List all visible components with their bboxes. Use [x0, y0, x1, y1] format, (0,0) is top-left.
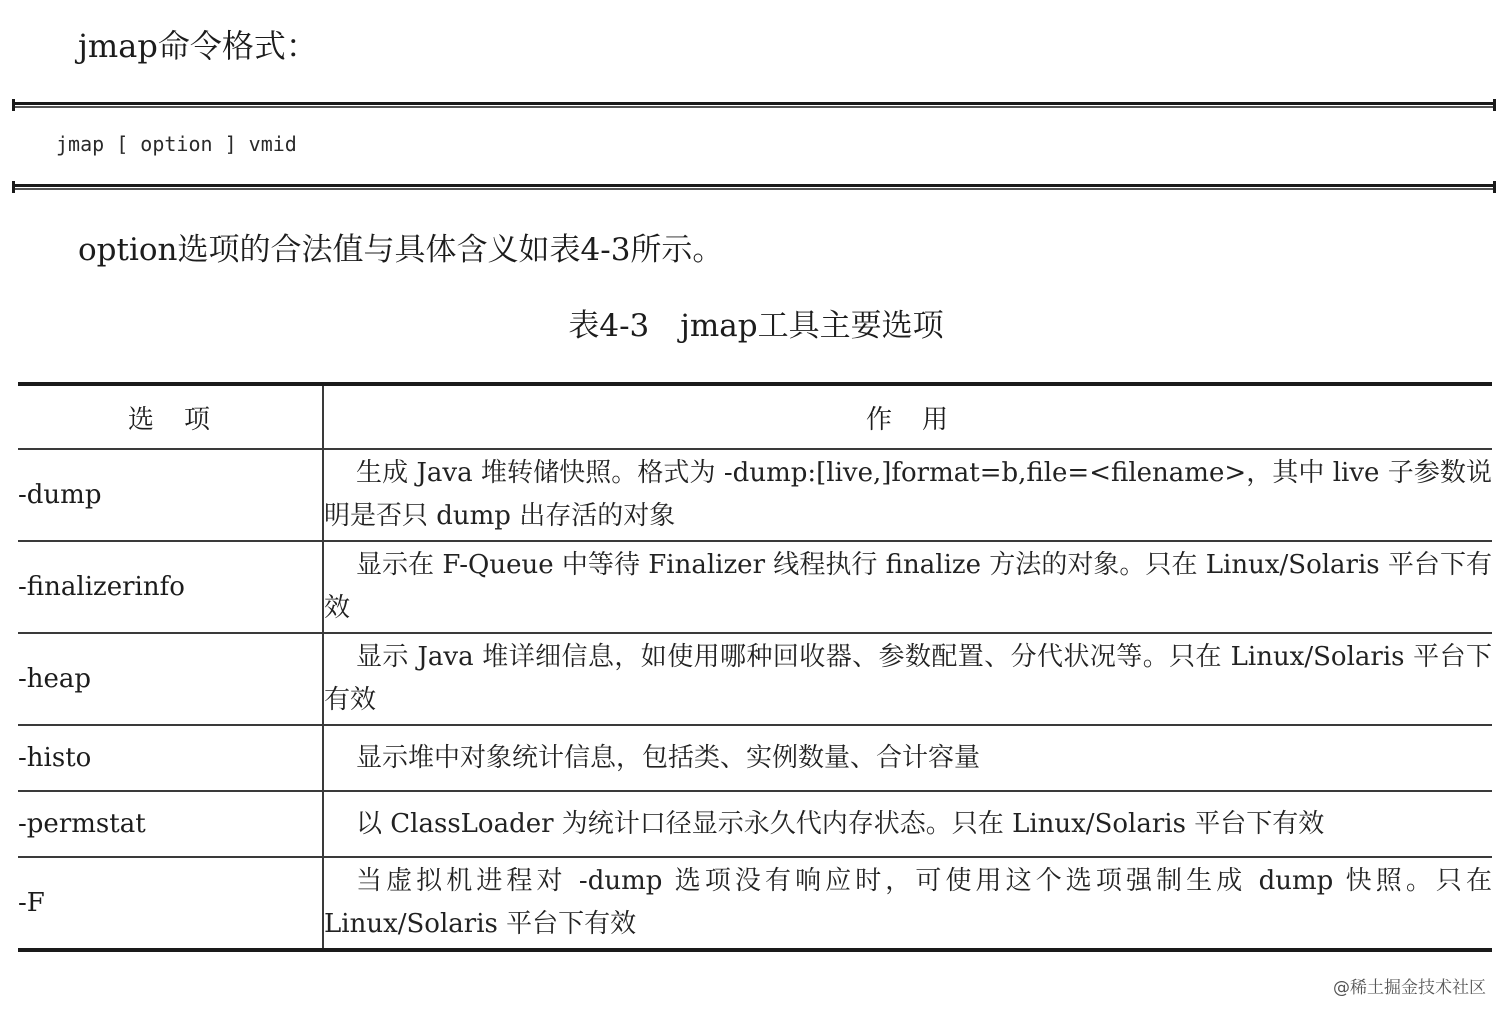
- table-header-row: [18, 384, 1492, 449]
- code-top-rule: [12, 102, 1496, 108]
- option-name: -dump: [18, 449, 323, 541]
- watermark: @稀土掘金技术社区: [1333, 978, 1486, 998]
- option-name: -histo: [18, 725, 323, 791]
- section-heading: jmap命令格式：: [78, 27, 318, 65]
- code-block: [12, 98, 1496, 194]
- option-name: -finalizerinfo: [18, 541, 323, 633]
- options-table: [18, 382, 1492, 952]
- option-name: -heap: [18, 633, 323, 725]
- column-header-option-label: 选 项: [127, 404, 212, 435]
- column-header-effect: [323, 384, 1492, 449]
- table-caption: 表4-3 jmap工具主要选项: [568, 308, 944, 344]
- column-header-option: [18, 384, 323, 449]
- option-description: 显示 Java 堆详细信息，如使用哪种回收器、参数配置、分代状况等。只在 Linux/Solaris 平台下有效: [323, 633, 1492, 725]
- table-row: [18, 633, 1492, 725]
- option-description: 显示堆中对象统计信息，包括类、实例数量、合计容量: [323, 725, 1492, 791]
- table-row: [18, 791, 1492, 857]
- option-description: 当虚拟机进程对 -dump 选项没有响应时，可使用这个选项强制生成 dump 快照。只在 Linux/Solaris 平台下有效: [323, 857, 1492, 950]
- option-description: 显示在 F-Queue 中等待 Finalizer 线程执行 finalize 方法的对象。只在 Linux/Solaris 平台下有效: [323, 541, 1492, 633]
- table-row: [18, 449, 1492, 541]
- column-header-effect-label: 作 用: [865, 404, 950, 435]
- option-description: 生成 Java 堆转储快照。格式为 -dump:[live,]format=b,file=<filename>，其中 live 子参数说明是否只 dump 出存活的对象: [323, 449, 1492, 541]
- option-name: -F: [18, 888, 45, 918]
- table-row: [18, 541, 1492, 633]
- table-row: [18, 725, 1492, 791]
- code-line: jmap [ option ] vmid: [56, 132, 297, 156]
- option-description: 以 ClassLoader 为统计口径显示永久代内存状态。只在 Linux/Solaris 平台下有效: [323, 791, 1492, 857]
- code-bottom-rule: [12, 184, 1496, 190]
- intro-paragraph: option选项的合法值与具体含义如表4-3所示。: [78, 232, 724, 268]
- option-name: -permstat: [18, 791, 323, 857]
- table-row: [18, 857, 1492, 950]
